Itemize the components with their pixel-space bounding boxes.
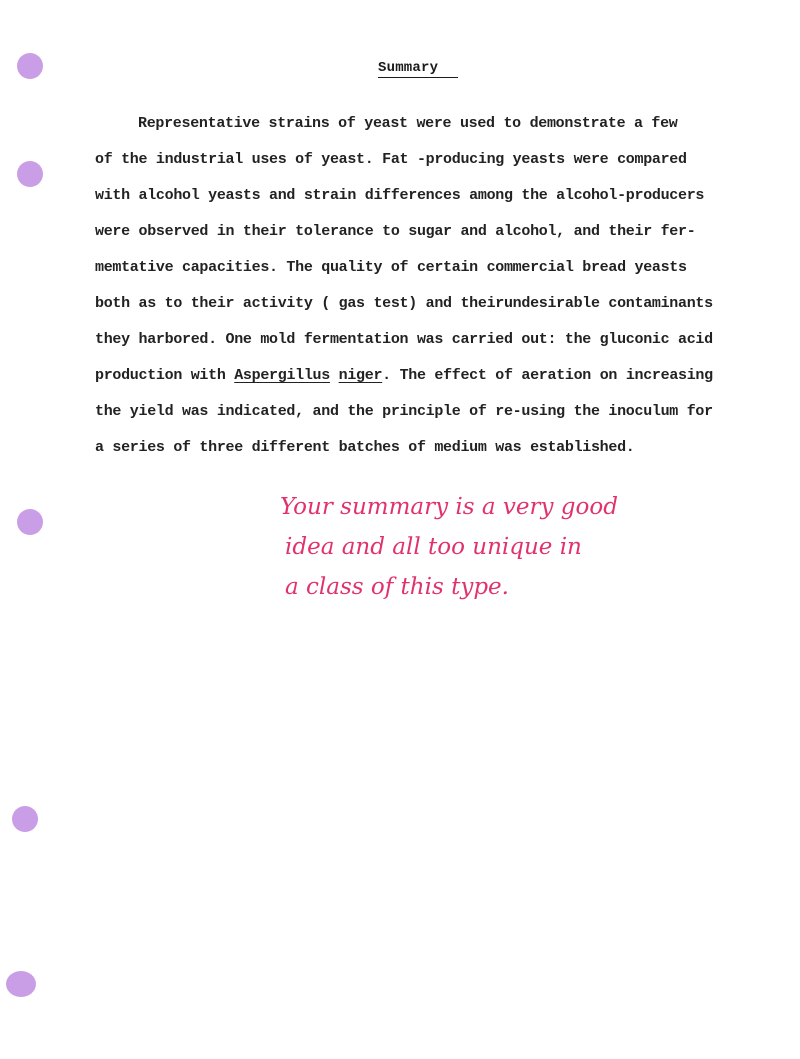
body-line: with alcohol yeasts and strain differences among the alcohol-producers (95, 187, 705, 204)
punch-hole (12, 806, 38, 832)
body-line: a series of three different batches of medium was established. (95, 439, 635, 456)
punch-hole (17, 53, 43, 79)
document-title: Summary (378, 60, 458, 78)
body-line: both as to their activity ( gas test) and theirundesirable contaminants (95, 295, 713, 312)
body-line (95, 367, 713, 385)
handwritten-note-line: Your summary is a very good (280, 494, 618, 520)
body-line: were observed in their tolerance to sugar and alcohol, and their fer- (95, 223, 696, 240)
body-line: of the industrial uses of yeast. Fat -producing yeasts were compared (95, 151, 687, 168)
handwritten-note-line: a class of this type. (285, 574, 509, 600)
species-name: niger (338, 367, 383, 384)
body-line: the yield was indicated, and the principle of re-using the inoculum for (95, 403, 713, 420)
punch-hole (17, 161, 43, 187)
body-line: Representative strains of yeast were used to demonstrate a few (138, 115, 678, 132)
handwritten-note-line: idea and all too unique in (285, 534, 582, 560)
body-text: . The effect of aeration on increasing (382, 367, 713, 384)
genus-name: Aspergillus (234, 367, 330, 384)
punch-hole (17, 509, 43, 535)
body-text: production with (95, 367, 235, 384)
punch-hole (6, 971, 36, 997)
body-line: memtative capacities. The quality of certain commercial bread yeasts (95, 259, 687, 276)
body-line: they harbored. One mold fermentation was carried out: the gluconic acid (95, 331, 713, 348)
